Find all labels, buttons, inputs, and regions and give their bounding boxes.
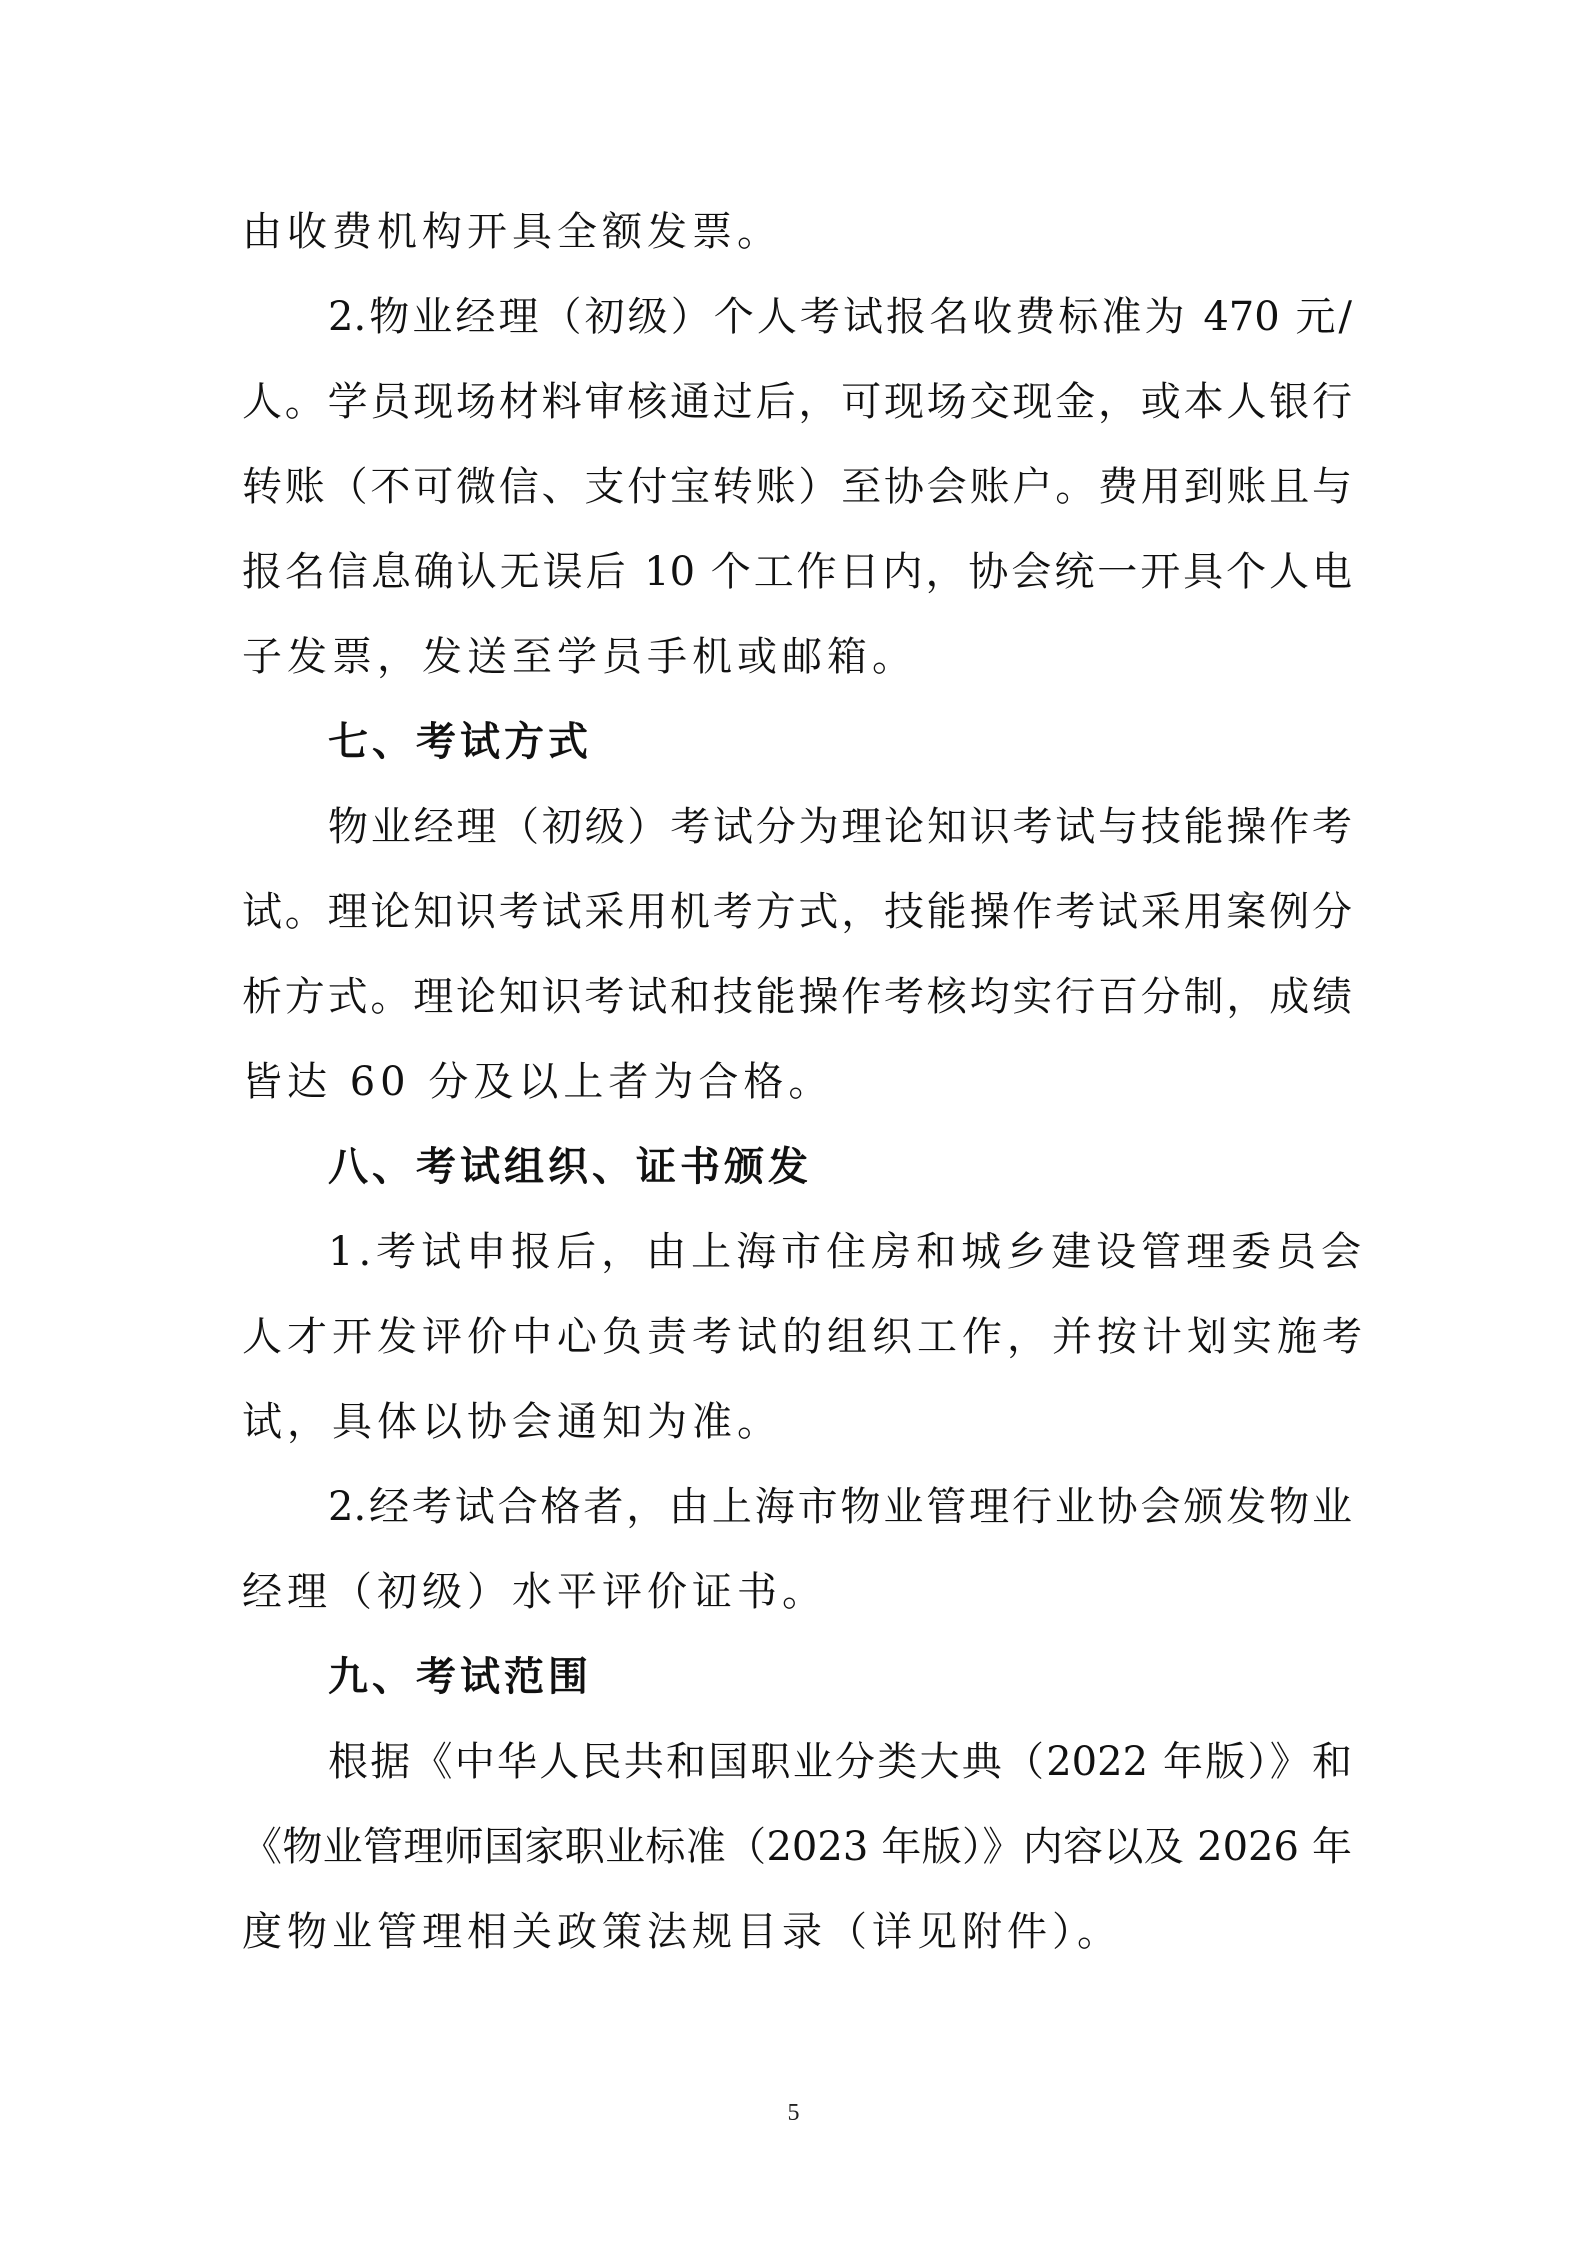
paragraph-line: 人才开发评价中心负责考试的组织工作，并按计划实施考	[242, 1314, 1367, 1360]
section-heading-exam-organization: 八、考试组织、证书颁发	[328, 1144, 812, 1190]
section-heading-exam-method: 七、考试方式	[328, 719, 592, 765]
paragraph-line: 子发票，发送至学员手机或邮箱。	[242, 634, 917, 680]
paragraph-line: 转账（不可微信、支付宝转账）至协会账户。费用到账且与	[242, 464, 1352, 510]
paragraph-line: 经理（初级）水平评价证书。	[242, 1569, 827, 1615]
page-number: 5	[787, 2100, 800, 2126]
paragraph-line: 报名信息确认无误后 10 个工作日内，协会统一开具个人电	[242, 549, 1352, 595]
paragraph-line: 析方式。理论知识考试和技能操作考核均实行百分制，成绩	[242, 974, 1352, 1020]
paragraph-line: 试。理论知识考试采用机考方式，技能操作考试采用案例分	[242, 889, 1352, 935]
paragraph-line: 皆达 60 分及以上者为合格。	[242, 1059, 834, 1105]
paragraph-line: 1.考试申报后，由上海市住房和城乡建设管理委员会	[328, 1229, 1367, 1275]
paragraph-line: 2.经考试合格者，由上海市物业管理行业协会颁发物业	[328, 1484, 1352, 1530]
paragraph-line: 由收费机构开具全额发票。	[242, 209, 782, 255]
paragraph-line: 人。学员现场材料审核通过后，可现场交现金，或本人银行	[242, 379, 1352, 425]
section-heading-exam-scope: 九、考试范围	[328, 1654, 592, 1700]
paragraph-line: 度物业管理相关政策法规目录（详见附件）。	[242, 1909, 1122, 1955]
document-body	[242, 190, 1367, 1975]
paragraph-line: 根据《中华人民共和国职业分类大典（2022 年版）》和	[328, 1739, 1352, 1785]
paragraph-line: 物业经理（初级）考试分为理论知识考试与技能操作考	[328, 804, 1352, 850]
paragraph-line: 试，具体以协会通知为准。	[242, 1399, 782, 1445]
paragraph-line: 2.物业经理（初级）个人考试报名收费标准为 470 元/	[328, 294, 1352, 340]
paragraph-line: 《物业管理师国家职业标准（2023 年版）》内容以及 2026 年	[242, 1824, 1352, 1870]
